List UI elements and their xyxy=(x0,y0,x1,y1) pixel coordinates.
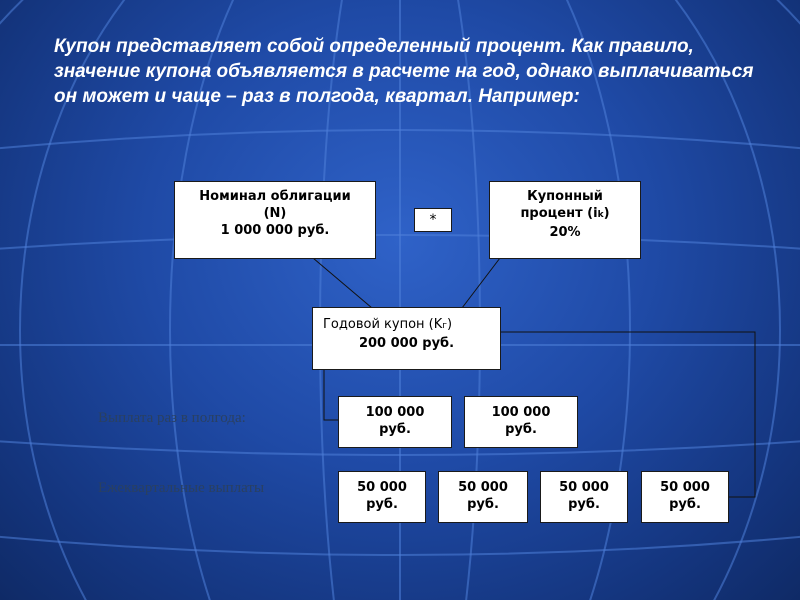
quarterly-payment-3: 50 000 руб. xyxy=(540,471,628,523)
annual-coupon-label: Годовой купон (Kг) xyxy=(323,317,453,332)
quarterly-payment-4: 50 000 руб. xyxy=(641,471,729,523)
quarterly-payment-1: 50 000 руб. xyxy=(338,471,426,523)
nominal-label: Номинал облигации xyxy=(199,189,351,204)
connector-nominal-to-annual xyxy=(313,258,372,308)
connector-annual-to-semiannual xyxy=(324,370,338,420)
connector-rate-to-annual xyxy=(462,258,500,308)
coupon-rate-symbol: процент (ik) xyxy=(520,206,610,221)
semiannual-label: Выплата раз в полгода: xyxy=(98,410,246,426)
annual-coupon-value: 200 000 руб. xyxy=(358,336,455,351)
intro-paragraph: Купон представляет собой определенный процент. Как правило, значение купона объявляется в расчете на год, однако выплачиваться он может и чаще – раз в полгода, квартал. Например: xyxy=(54,36,754,107)
nominal-symbol: (N) xyxy=(263,206,287,221)
multiply-operator: * xyxy=(429,212,437,228)
semiannual-payment-2: 100 000 руб. xyxy=(464,396,578,448)
coupon-rate-box xyxy=(489,181,641,259)
nominal-value: 1 000 000 руб. xyxy=(220,223,330,238)
coupon-rate-value: 20% xyxy=(549,225,581,240)
semiannual-payment-1: 100 000 руб. xyxy=(338,396,452,448)
annual-coupon-box xyxy=(312,307,501,370)
nominal-box xyxy=(174,181,376,259)
coupon-rate-label: Купонный xyxy=(527,189,603,204)
multiply-operator-box xyxy=(414,208,452,232)
quarterly-payment-2: 50 000 руб. xyxy=(438,471,528,523)
quarterly-label: Ежеквартальные выплаты xyxy=(98,480,265,496)
